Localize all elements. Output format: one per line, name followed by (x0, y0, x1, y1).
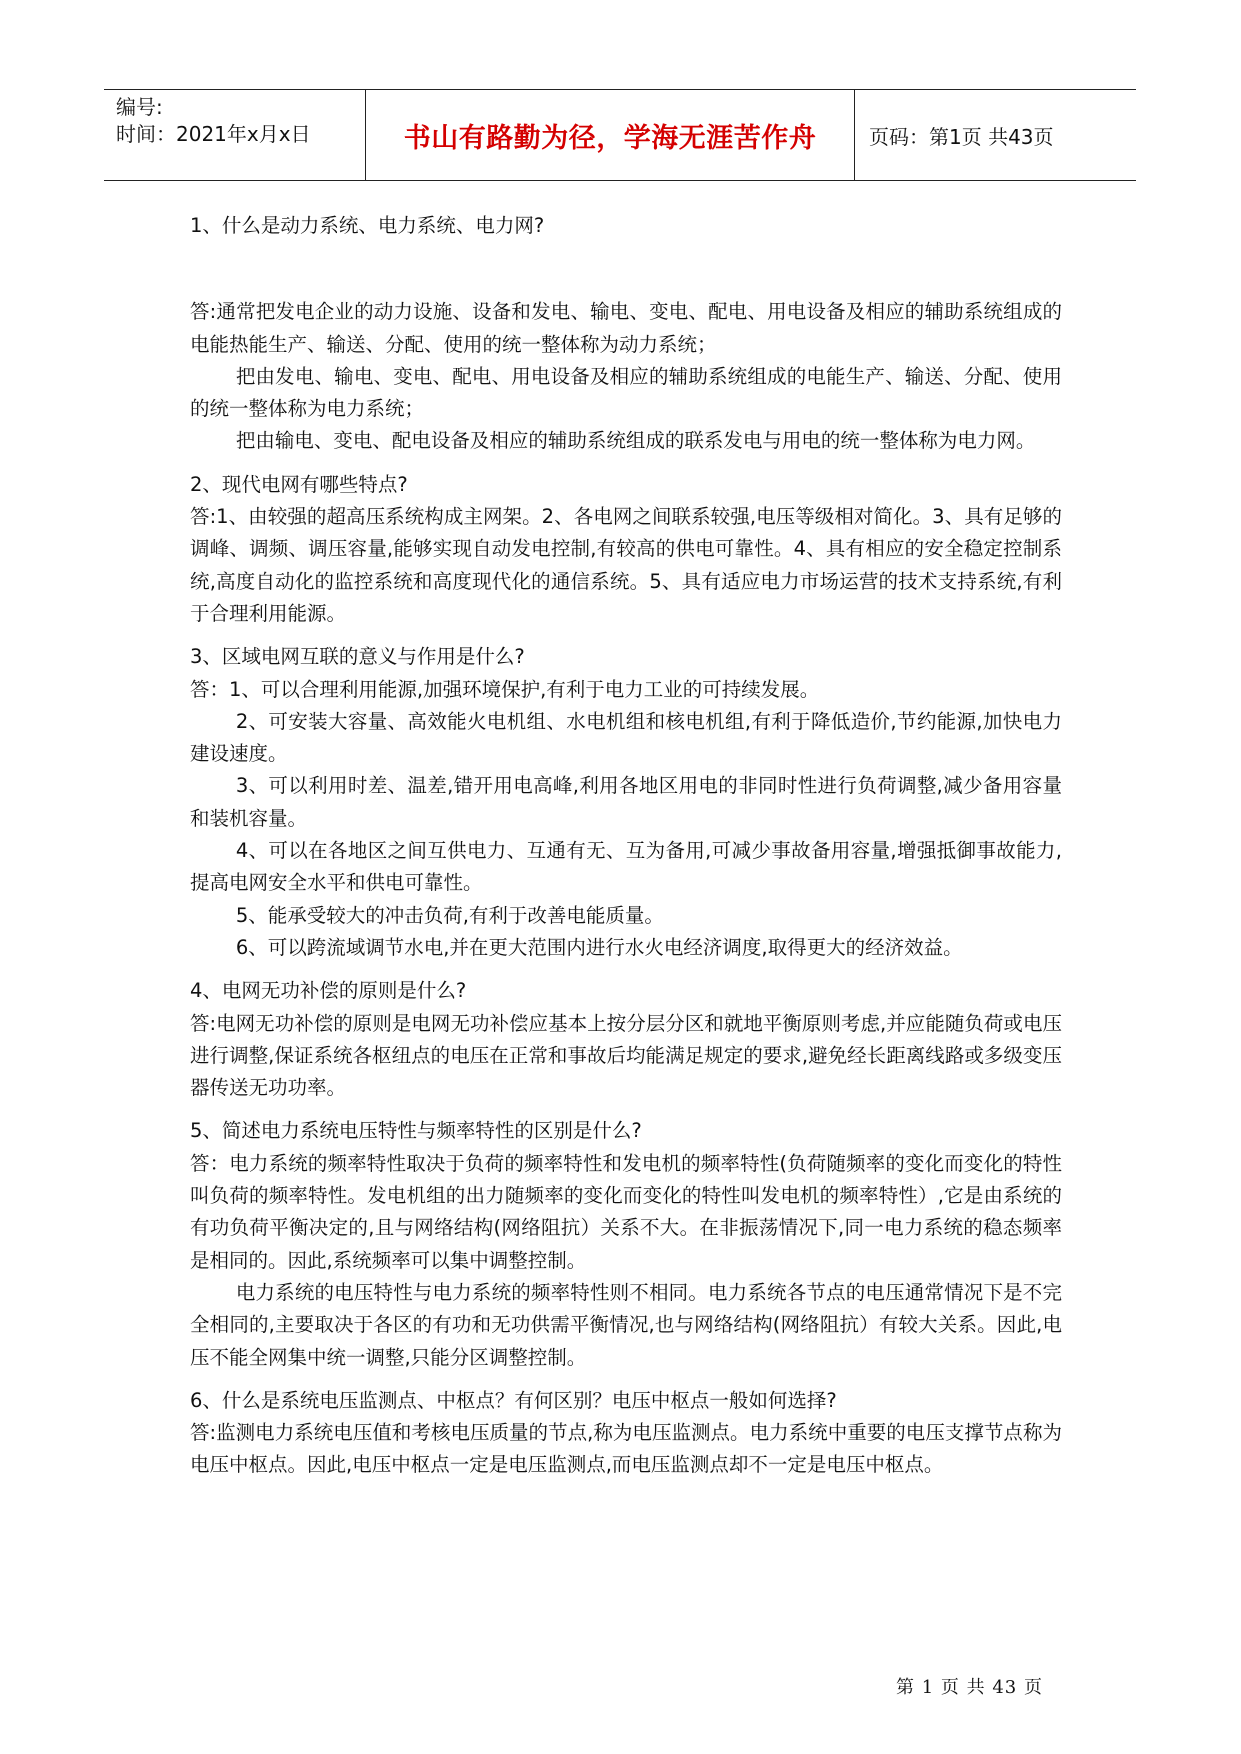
answer-6-paragraph-1: 答:监测电力系统电压值和考核电压质量的节点,称为电压监测点。电力系统中重要的电压支撑节点称为电压中枢点。因此,电压中枢点一定是电压监测点,而电压监测点却不一定是电压中枢点。 (190, 1421, 1062, 1477)
question-5: 5、简述电力系统电压特性与频率特性的区别是什么? (190, 1119, 642, 1143)
answer-1-paragraph-1: 答:通常把发电企业的动力设施、设备和发电、输电、变电、配电、用电设备及相应的辅助系统组成的电能热能生产、输送、分配、使用的统一整体称为动力系统； (190, 300, 1062, 356)
header-motto: 书山有路勤为径，学海无涯苦作舟 (366, 90, 855, 180)
question-2: 2、现代电网有哪些特点? (190, 472, 408, 496)
header-page-info: 页码：第1页 共43页 (869, 124, 1054, 149)
document-time: 时间：2021年x月x日 (116, 122, 311, 146)
answer-2-paragraph-1: 答:1、由较强的超高压系统构成主网架。2、各电网之间联系较强,电压等级相对简化。3、具有足够的调峰、调频、调压容量,能够实现自动发电控制,有较高的供电可靠性。4、具有相应的安全稳定控制系统,高度自动化的监控系统和高度现代化的通信系统。5、具有适应电力市场运营的技术支持系统,有利于合理利用能源。 (190, 505, 1062, 625)
answer-1-paragraph-2: 把由发电、输电、变电、配电、用电设备及相应的辅助系统组成的电能生产、输送、分配、使用的统一整体称为电力系统； (190, 364, 1062, 421)
question-6: 6、什么是系统电压监测点、中枢点？有何区别？电压中枢点一般如何选择? (190, 1388, 837, 1412)
question-1: 1、什么是动力系统、电力系统、电力网? (190, 214, 545, 237)
page-footer: 第 1 页 共 43 页 (896, 1677, 1043, 1698)
question-4: 4、电网无功补偿的原则是什么? (190, 979, 467, 1003)
answer-5-paragraph-1: 答：电力系统的频率特性取决于负荷的频率特性和发电机的频率特性(负荷随频率的变化而变化的特性叫负荷的频率特性。发电机组的出力随频率的变化而变化的特性叫发电机的频率特性）,它是由系统的有功负荷平衡决定的,且与网络结构(网络阻抗）关系不大。在非振荡情况下,同一电力系统的稳态频率是相同的。因此,系统频率可以集中调整控制。 (190, 1151, 1062, 1272)
document-number-label: 编号: (116, 95, 163, 119)
document-body (190, 210, 1062, 1482)
question-3: 3、区域电网互联的意义与作用是什么? (190, 645, 525, 669)
answer-5-paragraph-2: 电力系统的电压特性与电力系统的频率特性则不相同。电力系统各节点的电压通常情况下是不完全相同的,主要取决于各区的有功和无功供需平衡情况,也与网络结构(网络阻抗）有较大关系。因此,电压不能全网集中统一调整,只能分区调整控制。 (190, 1280, 1062, 1369)
answer-3-paragraph-3: 3、可以利用时差、温差,错开用电高峰,利用各地区用电的非同时性进行负荷调整,减少备用容量和装机容量。 (190, 774, 1062, 830)
answer-3-paragraph-2: 2、可安装大容量、高效能火电机组、水电机组和核电机组,有利于降低造价,节约能源,加快电力建设速度。 (190, 709, 1062, 766)
answer-1-paragraph-3: 把由输电、变电、配电设备及相应的辅助系统组成的联系发电与用电的统一整体称为电力网。 (235, 429, 1036, 453)
header-meta (104, 90, 366, 180)
answer-3-paragraph-4: 4、可以在各地区之间互供电力、互通有无、互为备用,可减少事故备用容量,增强抵御事故能力,提高电网安全水平和供电可靠性。 (190, 839, 1062, 895)
answer-3-paragraph-1: 答：1、可以合理利用能源,加强环境保护,有利于电力工业的可持续发展。 (190, 677, 820, 701)
page-header (104, 89, 1136, 181)
answer-4-paragraph-1: 答:电网无功补偿的原则是电网无功补偿应基本上按分层分区和就地平衡原则考虑,并应能随负荷或电压进行调整,保证系统各枢纽点的电压在正常和事故后均能满足规定的要求,避免经长距离线路或多级变压器传送无功功率。 (190, 1011, 1062, 1100)
answer-3-paragraph-6: 6、可以跨流域调节水电,并在更大范围内进行水火电经济调度,取得更大的经济效益。 (235, 935, 963, 959)
answer-3-paragraph-5: 5、能承受较大的冲击负荷,有利于改善电能质量。 (235, 903, 664, 927)
